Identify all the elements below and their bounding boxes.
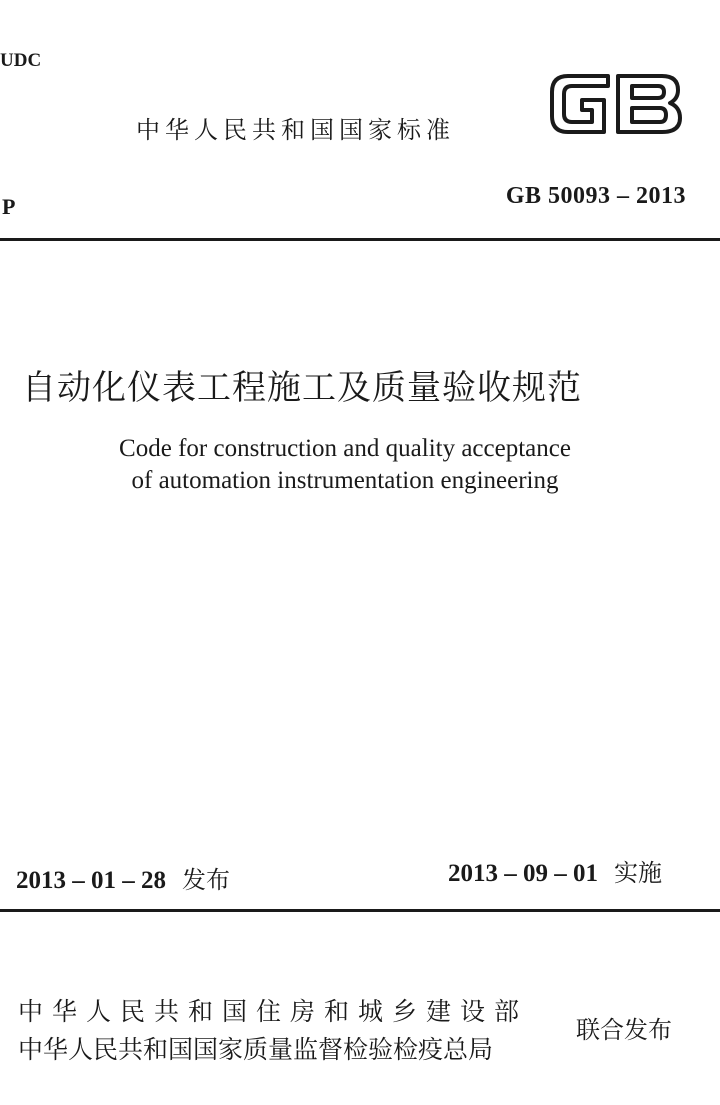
document-title-english-line2: of automation instrumentation engineering: [131, 467, 559, 494]
document-title-chinese: 自动化仪表工程施工及质量验收规范: [22, 368, 582, 408]
udc-label: UDC: [0, 50, 42, 71]
effective-date: 2013 – 09 – 01: [448, 860, 598, 887]
issue-date-block: [16, 860, 230, 895]
top-divider: [0, 238, 720, 241]
effective-date-block: [448, 853, 662, 888]
issuer-ministry-housing: 中华人民共和国住房和城乡建设部: [18, 997, 529, 1026]
issue-label: 发布: [182, 866, 230, 894]
standard-number: GB 50093 – 2013: [505, 183, 686, 209]
issue-date: 2013 – 01 – 28: [16, 867, 166, 894]
joint-issue-label: 联合发布: [576, 1016, 672, 1044]
effective-label: 实施: [614, 859, 662, 887]
document-title-english-line1: Code for construction and quality acceptance: [119, 435, 571, 462]
classification-code: P: [2, 194, 16, 219]
issuer-quality-administration: 中华人民共和国国家质量监督检验检疫总局: [18, 1035, 494, 1064]
national-standard-heading: 中华人民共和国国家标准: [136, 116, 455, 144]
bottom-divider: [0, 909, 720, 912]
gb-logo-icon: [546, 66, 686, 142]
